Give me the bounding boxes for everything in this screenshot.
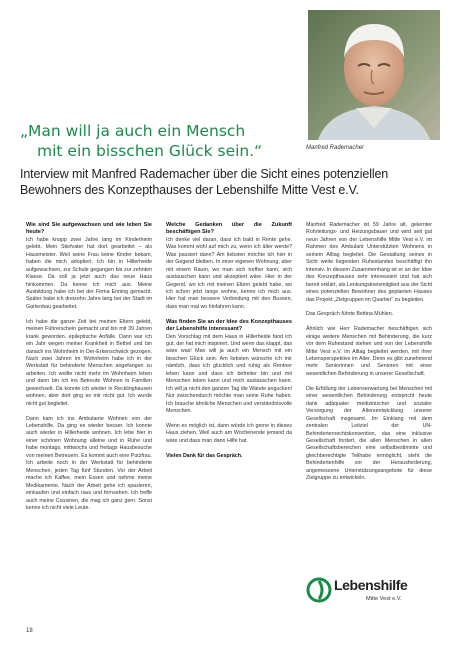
pull-quote-line-1: „Man will ja auch ein Mensch bbox=[20, 122, 246, 140]
pull-quote bbox=[20, 121, 310, 161]
page-number: 18 bbox=[26, 628, 33, 634]
logo-name: Lebenshilfe bbox=[334, 577, 408, 593]
photo-caption: Manfred Rademacher bbox=[306, 145, 365, 151]
logo-subtitle: Mitte Vest e.V. bbox=[366, 596, 402, 602]
interview-answer: Den Vorschlag mit dem Haus in Hillerheide fand ich gut, der hat mich inspiriert. Und wenn das klappt, das wäre was! Man will ja auch ein Mensch mit ein bisschen Glück sein. Am liebsten wünsche ich mir nämlich, dass ich glücklich und ruhig als Rentner leben kann und dass ich befreiter bin und mit Menschen leben kann und mich austauschen kann. Ich will ja nicht den ganzen Tag die Wände angucken! Nur zwischendurch möchte man seine Ruhe haben. Ich brauche ähnliche Menschen und verständnisvolle Menschen. bbox=[166, 333, 292, 415]
interview-answer: Dann kam ich ins Ambulante Wohnen von der Lebenshilfe. Da ging es wieder besser. Ich konnte auch wieder in Hillerheide wohnen. Ich lebe hier in einer schönen Wohnung alleine und in Ruhe und habe montags, mittwochs und freitags Hausbesuche von meinen Betreuern. Es kommt auch eine Putzfrau. Ich arbeite noch in der Werkstatt für behinderte Menschen, jeden Tag fünf Stunden. Vor der Arbeit mache ich Kaffee, mein Essen und nehme meine Medikamente. Nach der Arbeit gehe ich spazieren, einkaufen und einfach raus und fernsehen. Ich treffe auch meine Cousinen, die mag ich ganz gern. Sonst kenne ich nicht viele Leute. bbox=[26, 415, 152, 511]
interview-answer: Ich denke viel daran, dass ich bald in Rente gehe. Was kommt wohl auf mich zu, wenn ich älter werde? Was passiert dann? Am liebsten möchte ich hier in der Gegend bleiben. In einer eigenen Wohnung, aber mit einem Raum, wo man sich treffen kann, sich austauschen kann und akzeptiert wäre. Hier in der Gegend, wo ich mit meinen Eltern gelebt habe, wo ich schon jetzt lange wohne, kenne ich mich aus. Hier hat man bessere Verbindung mit den Bussen, dass man mal wo hinfahren kann. bbox=[166, 236, 292, 310]
lebenshilfe-logo bbox=[306, 575, 440, 609]
interview-question: Welche Gedanken über die Zukunft beschäftigen Sie? bbox=[166, 222, 292, 236]
body-paragraph: Manfred Rademacher ist 59 Jahre alt, gelernter Rohrleitungs- und Heizungsbauer und wird seit gut neun Jahren von der Lebenshilfe Mitte Vest e.V. im Rahmen des Ambulant Unterstützten Wohnens in seinem Alltag begleitet. Die Gestaltung seines in Sicht weite liegenden Ruhestandes beschäftigt ihn intensiv. In diesem Zusammenhang ist er an der Idee des Konzepthauses sehr interessiert und hat sich bereit erklärt, als Lenkungskreismitglied aus der Sicht eines potenziellen Bewohner des geplanten Hauses das Projekt „Zielgruppen im Quartier“ zu begleiten. bbox=[306, 222, 432, 303]
lebenshilfe-logo-icon bbox=[306, 577, 332, 603]
interview-thanks: Vielen Dank für das Gespräch. bbox=[166, 452, 243, 459]
article-intro: Interview mit Manfred Rademacher über die Sicht eines potenziellen Bewohners des Konzepthauses der Lebenshilfe Mitte Vest e.V. bbox=[20, 167, 389, 197]
body-paragraph: Ähnlich wie Herr Rademacher beschäftigen sich einige weitere Menschen mit Behinderung, die kurz vor dem Ruhestand stehen und von der Lebenshilfe Mitte Vest e.V. im Alltag begleitet werden, mit ihrer Lebensperspektive im Alter. Denn es gibt zunehmend mehr Seniorinnen und Senioren mit einer wesentlichen Behinderung in unserer Gesellschaft. bbox=[306, 326, 432, 377]
article-column-1 bbox=[26, 222, 152, 520]
interview-question: Was finden Sie an der Idee des Konzepthauses der Lebenshilfe interessant? bbox=[166, 318, 292, 333]
interview-question: Wie sind Sie aufgewachsen und wie leben Sie heute? bbox=[26, 222, 152, 236]
interview-answer: Ich habe die ganze Zeit bei meinen Eltern gelebt, meinen Führerschein gemacht und bin mit 39 Jahren krank geworden, epileptische Anfälle. Dann war ich ein Jahr wegen meiner Krankheit in Bethel und bin danach ins Wohnheim in Oer-Erkenschwick gezogen. Nach zwei Jahren im Wohnheim habe ich in der Werkstatt für behinderte Menschen angefangen zu arbeiten. Ich wollte nicht mehr im Wohnheim leben und dann bin ich ins Betreute Wohnen in Familien gewechselt. Da konnte ich wieder in Recklinghausen wohnen, aber dort ging es mir nicht gut. Ich wurde nicht gut begleitet. bbox=[26, 318, 152, 407]
portrait-photo bbox=[308, 10, 440, 140]
pull-quote-line-2: mit ein bisschen Glück sein.“ bbox=[37, 142, 263, 160]
article-column-2 bbox=[166, 222, 292, 468]
interview-answer: Wenn es möglich ist, dann würde ich gerne in dieses Haus ziehen. Weil auch am Wochenende jemand da wäre und dass man dann Hilfe hat. bbox=[166, 422, 292, 444]
body-paragraph: Die Erfüllung der Lebenserwartung bei Menschen mit einer wesentlichen Behinderung entspricht heute dank adäquater medizinischer und sozialer Versorgung der Altersentwicklung unserer Gesellschaft insgesamt. Im Einklang mit dem zentralen Leitziel der UN-Behindertenrechtskonvention, das eine inklusive Gesellschaft fordert, die allen Menschen in allen Gesellschaftsbereichen eine selbstbestimmte und gleichberechtigte Teilhabe ermöglicht, steht die Behindertenhilfe vor der Herausforderung, angemessene Unterstützungsangebote für diese Zielgruppe zu entwickeln. bbox=[306, 385, 432, 482]
article-column-3 bbox=[306, 222, 432, 490]
body-paragraph: Das Gespräch führte Bettina Mühlen. bbox=[306, 311, 394, 318]
interview-answer: Ich habe knapp zwei Jahre lang im Kinderheim gelebt. Mein Stiefvater hat dort gearbeitet – als Hausmeister. Weil seine Frau keine Kinder bekam, haben die mich adoptiert. Ich bin in Hillerheide aufgewachsen, zur Schule gegangen bis zur zehnten Klasse. Da soll ja jetzt auch das neue Haus hinkommen. Da kenne ich mich aus. Meine Ausbildung habe ich bei der Firma Enning gemacht. Später habe ich dreizehn Jahre lang bei der Stadt im Gartenbau gearbeitet. bbox=[26, 236, 152, 310]
